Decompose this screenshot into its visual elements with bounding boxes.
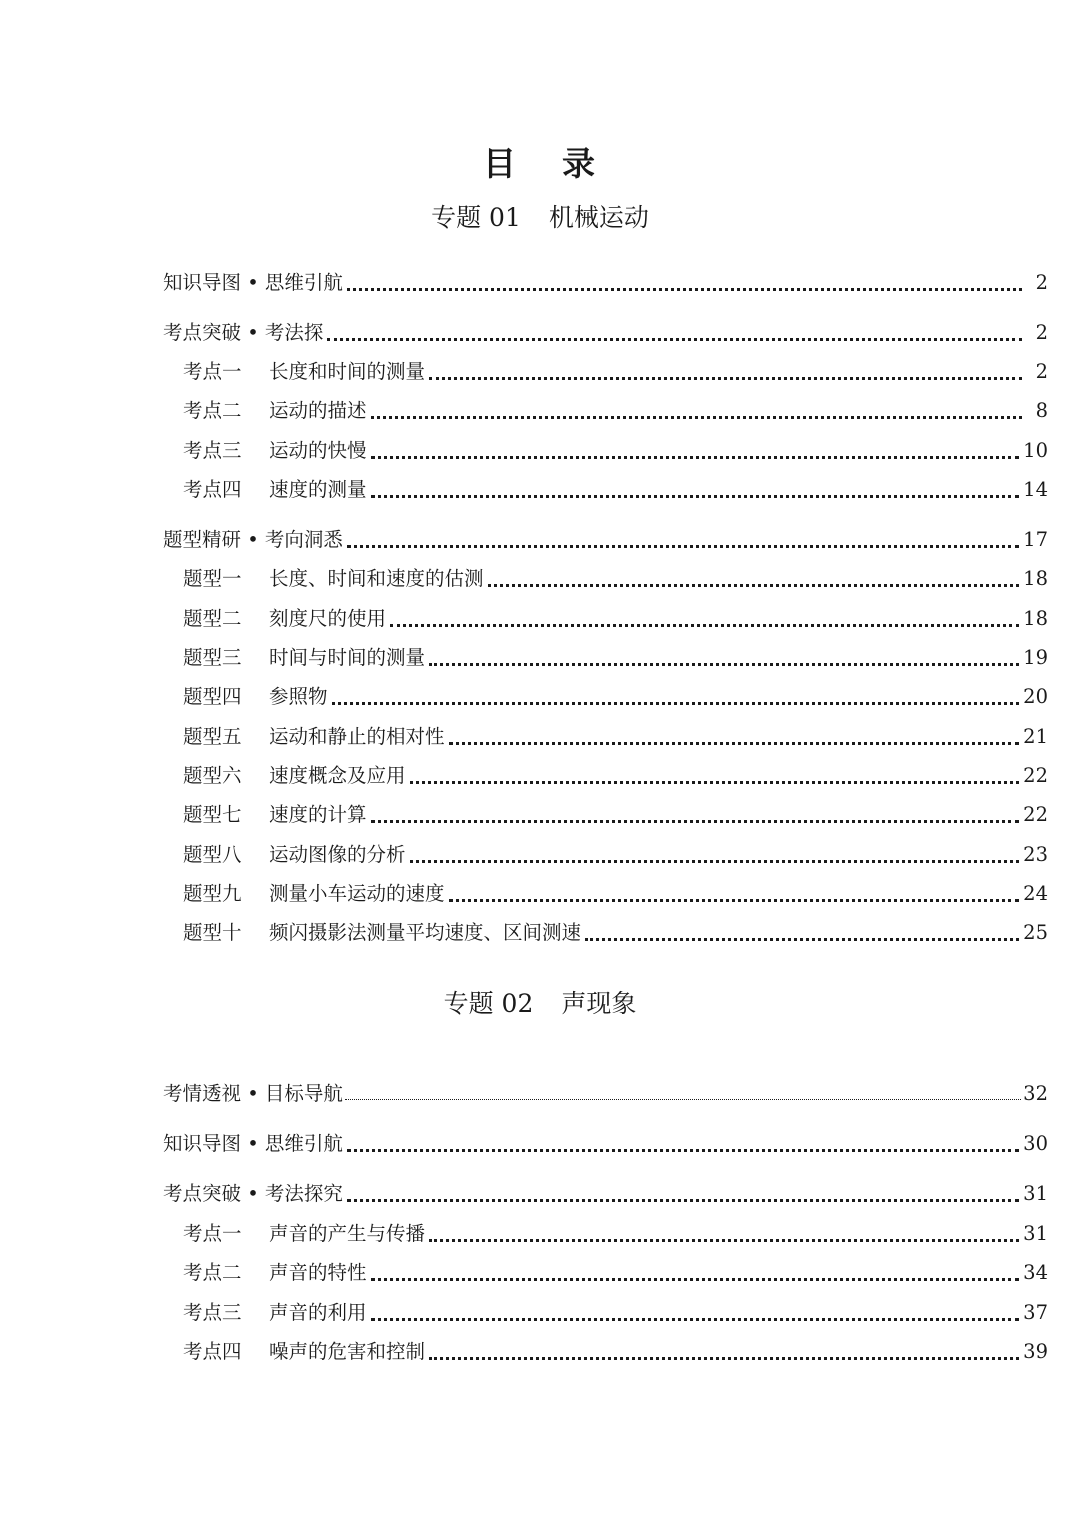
toc-entry-text: 运动和静止的相对性 [269, 725, 445, 748]
leader-dots [429, 663, 1019, 666]
toc-entry-page: 30 [1023, 1132, 1048, 1155]
toc-entry-label [163, 920, 581, 946]
toc-entry-code: 题型四 [183, 685, 242, 708]
toc-entry-code: 题型一 [183, 567, 242, 590]
toc-entry[interactable] [163, 1123, 1048, 1157]
toc-entry[interactable] [163, 912, 1048, 946]
page-title-char: 录 [562, 144, 597, 183]
page-title [0, 138, 1080, 185]
toc-entry[interactable] [163, 873, 1048, 907]
toc-entry-page: 14 [1023, 478, 1048, 501]
topic-number: 专题 02 [443, 989, 534, 1018]
toc-entry-code: 题型五 [183, 725, 242, 748]
toc-entry-code: 考点三 [183, 1301, 242, 1324]
toc-entry-label [163, 763, 406, 789]
toc-entry-label [163, 320, 323, 346]
toc-entry-page: 24 [1023, 882, 1048, 905]
toc-entry-text: 声音的产生与传播 [269, 1222, 426, 1245]
toc-entry-label [163, 1260, 367, 1286]
toc-entry-text: 声音的利用 [269, 1301, 367, 1324]
leader-dots [410, 860, 1020, 863]
toc-entry-text: 知识导图 • 思维引航 [163, 1132, 343, 1155]
toc-entry-page: 18 [1023, 607, 1048, 630]
leader-dots [390, 624, 1019, 627]
toc-entry[interactable] [163, 676, 1048, 710]
toc-entry-label [163, 606, 386, 632]
toc-entry-page: 19 [1023, 646, 1048, 669]
leader-dots [410, 781, 1020, 784]
toc-entry[interactable] [163, 430, 1048, 464]
toc-entry-text: 参照物 [269, 685, 328, 708]
toc-entry[interactable] [163, 1252, 1048, 1286]
toc-entry[interactable] [163, 1331, 1048, 1365]
toc-entry[interactable] [163, 262, 1048, 296]
toc-entry[interactable] [163, 1292, 1048, 1326]
toc-entry-text: 速度概念及应用 [269, 764, 406, 787]
toc-entry-text: 考点突破 • 考法探究 [163, 1182, 343, 1205]
toc-entry-text: 时间与时间的测量 [269, 646, 426, 669]
toc-entry-label [163, 527, 343, 553]
toc-entry-label [163, 1339, 425, 1365]
toc-entry-text: 噪声的危害和控制 [269, 1340, 426, 1363]
toc-entry-page: 37 [1023, 1301, 1048, 1324]
toc-entry-page: 2 [1035, 321, 1048, 344]
leader-dots [488, 584, 1020, 587]
leader-dots [449, 899, 1020, 902]
toc-entry-page: 8 [1035, 399, 1048, 422]
toc-entry-page: 25 [1023, 921, 1048, 944]
leader-dots [371, 820, 1020, 823]
toc-entry-label [163, 1221, 425, 1247]
leader-dots [345, 1099, 1021, 1100]
toc-entry-code: 题型七 [183, 803, 242, 826]
toc-entry-label [163, 398, 367, 424]
toc-entry-page: 10 [1023, 439, 1048, 462]
toc-entry-page: 20 [1023, 685, 1048, 708]
leader-dots [371, 495, 1020, 498]
toc-entry-label [163, 1131, 343, 1157]
toc-entry-text: 声音的特性 [269, 1261, 367, 1284]
toc-entry-code: 考点二 [183, 1261, 242, 1284]
toc-entry-label [163, 1081, 343, 1107]
topic-number: 专题 01 [431, 203, 521, 232]
toc-entry-text: 题型精研 • 考向洞悉 [163, 528, 343, 551]
toc-entry-page: 22 [1023, 803, 1048, 826]
leader-dots [347, 1199, 1019, 1202]
toc-entry-code: 考点四 [183, 1340, 242, 1363]
toc-entry[interactable] [163, 1213, 1048, 1247]
leader-dots [449, 742, 1020, 745]
toc-entry[interactable] [163, 598, 1048, 632]
topic-name: 机械运动 [548, 203, 649, 232]
toc-entry-text: 长度、时间和速度的估测 [269, 567, 484, 590]
toc-entry[interactable] [163, 390, 1048, 424]
topic-heading [0, 984, 1080, 1020]
toc-entry-label [163, 645, 425, 671]
toc-entry-text: 知识导图 • 思维引航 [163, 271, 343, 294]
toc-entry[interactable] [163, 755, 1048, 789]
toc-entry-label [163, 1300, 367, 1326]
toc-entry-label [163, 566, 484, 592]
topic-heading [0, 198, 1080, 234]
leader-dots [327, 338, 1022, 341]
toc-entry-page: 23 [1023, 843, 1048, 866]
toc-entry-code: 题型八 [183, 843, 242, 866]
toc-entry-code: 题型九 [183, 882, 242, 905]
leader-dots [347, 545, 1019, 548]
toc-entry-code: 题型六 [183, 764, 242, 787]
toc-entry-code: 题型三 [183, 646, 242, 669]
toc-entry-label [163, 802, 367, 828]
leader-dots [332, 702, 1020, 705]
toc-entry-code: 考点一 [183, 360, 242, 383]
toc-entry[interactable] [163, 637, 1048, 671]
toc-entry-label [163, 724, 445, 750]
leader-dots [429, 377, 1022, 380]
toc-entry-text: 刻度尺的使用 [269, 607, 387, 630]
toc-entry[interactable] [163, 834, 1048, 868]
leader-dots [347, 288, 1022, 291]
toc-entry-code: 考点四 [183, 478, 242, 501]
toc-entry-label [163, 881, 445, 907]
leader-dots [371, 1278, 1020, 1281]
toc-entry-text: 考点突破 • 考法探 [163, 321, 324, 344]
toc-entry[interactable] [163, 351, 1048, 385]
toc-entry-code: 题型十 [183, 921, 242, 944]
toc-entry[interactable] [163, 716, 1048, 750]
toc-entry-text: 测量小车运动的速度 [269, 882, 445, 905]
toc-entry[interactable] [163, 1173, 1048, 1207]
toc-entry-text: 速度的计算 [269, 803, 367, 826]
toc-entry-label [163, 1181, 343, 1207]
toc-entry-code: 考点一 [183, 1222, 242, 1245]
toc-entry-page: 21 [1023, 725, 1048, 748]
page-title-char: 目 [483, 144, 518, 183]
toc-entry-label [163, 438, 367, 464]
toc-entry-code: 考点三 [183, 439, 242, 462]
leader-dots [429, 1239, 1019, 1242]
leader-dots [371, 416, 1022, 419]
toc-entry-text: 长度和时间的测量 [269, 360, 426, 383]
toc-entry[interactable] [163, 794, 1048, 828]
toc-entry-page: 31 [1023, 1222, 1048, 1245]
toc-entry-label [163, 270, 343, 296]
toc-entry[interactable] [163, 1073, 1048, 1107]
leader-dots [347, 1149, 1019, 1152]
leader-dots [371, 456, 1020, 459]
toc-entry-label [163, 359, 425, 385]
leader-dots [371, 1318, 1020, 1321]
toc-entry[interactable] [163, 519, 1048, 553]
leader-dots [429, 1357, 1019, 1360]
toc-entry-text: 运动的快慢 [269, 439, 367, 462]
toc-entry-code: 考点二 [183, 399, 242, 422]
toc-entry-page: 17 [1023, 528, 1048, 551]
toc-entry-page: 39 [1023, 1340, 1048, 1363]
toc-entry-page: 34 [1023, 1261, 1048, 1284]
toc-entry-text: 频闪摄影法测量平均速度、区间测速 [269, 921, 582, 944]
toc-entry-page: 22 [1023, 764, 1048, 787]
toc-entry-label [163, 842, 406, 868]
leader-dots [585, 938, 1019, 941]
toc-entry-label [163, 684, 328, 710]
toc-entry-label [163, 477, 367, 503]
toc-entry[interactable] [163, 558, 1048, 592]
toc-entry-text: 运动图像的分析 [269, 843, 406, 866]
toc-entry-page: 2 [1035, 360, 1048, 383]
toc-entry-page: 31 [1023, 1182, 1048, 1205]
toc-entry-code: 题型二 [183, 607, 242, 630]
toc-entry[interactable] [163, 312, 1048, 346]
toc-entry-page: 32 [1023, 1082, 1048, 1105]
toc-entry-page: 18 [1023, 567, 1048, 590]
toc-entry[interactable] [163, 469, 1048, 503]
toc-entry-text: 速度的测量 [269, 478, 367, 501]
topic-name: 声现象 [561, 989, 637, 1018]
toc-entry-text: 运动的描述 [269, 399, 367, 422]
toc-entry-page: 2 [1035, 271, 1048, 294]
toc-entry-text: 考情透视 • 目标导航 [163, 1082, 343, 1105]
